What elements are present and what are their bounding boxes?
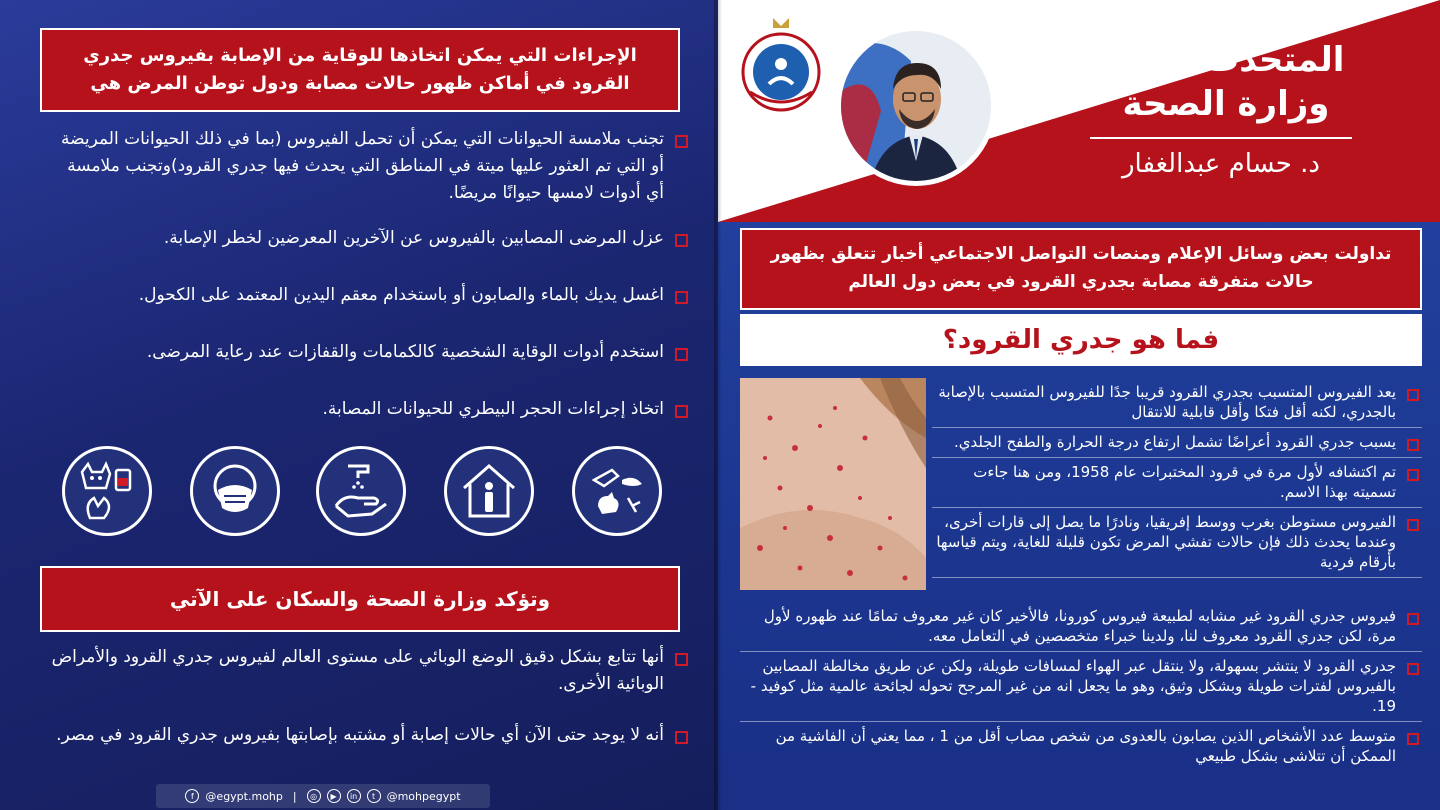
instagram-icon[interactable]: ◎: [307, 789, 321, 803]
spokesperson-name: د. حسام عبدالغفار: [1122, 149, 1320, 179]
prevention-list: [50, 126, 690, 423]
list-item: فيروس جدري القرود غير مشابه لطبيعة فيروس كورونا، فالأخير كان غير معروف تمامًا عند ظهوره لأول مرة، لكن جدري القرود معروف لنا، ولدينا خبراء متخصصين في التعامل معه.: [740, 602, 1422, 652]
list-item: تجنب ملامسة الحيوانات التي يمكن أن تحمل الفيروس (بما في ذلك الحيوانات المريضة أو التي تم العثور عليها ميتة في المناطق التي يحدث فيها جدري القرود)وتجنب ملامسة أي أدوات لامسها حيوانًا مريضًا.: [50, 126, 690, 207]
rash-photo: [740, 378, 926, 590]
prevention-title: الإجراءات التي يمكن اتخاذها للوقاية من الإصابة بفيروس جدري القرود في أماكن ظهور حالات مصابة ودول توطن المرض هي: [40, 28, 680, 112]
ministry-logo: [738, 14, 824, 114]
panel-divider: [714, 0, 722, 810]
list-item: عزل المرضى المصابين بالفيروس عن الآخرين المعرضين لخطر الإصابة.: [50, 225, 690, 252]
list-item: يعد الفيروس المتسبب بجدري القرود قريبا جدًا للفيروس المتسبب بالإصابة بالجدري، لكنه أقل فتكا وأقل قابلية للانتقال: [932, 378, 1422, 428]
list-item: أنها تتابع بشكل دقيق الوضع الوبائي على مستوى العالم لفيروس جدري القرود والأمراض الوبائية الأخرى.: [50, 644, 690, 698]
twitter-icon[interactable]: t: [367, 789, 381, 803]
isolation-house-icon: [444, 446, 534, 536]
social-handle[interactable]: @mohpegypt: [386, 789, 461, 803]
confirm-title: وتؤكد وزارة الصحة والسكان على الآتي: [40, 566, 680, 632]
facts-list: [932, 378, 1422, 578]
social-handle-facebook[interactable]: @egypt.mohp: [205, 789, 283, 803]
hand-washing-icon: [316, 446, 406, 536]
facts-list-wide: [740, 602, 1422, 771]
list-item: جدري القرود لا ينتشر بسهولة، ولا ينتقل عبر الهواء لمسافات طويلة، ولكن عن طريق مخالطة المصابين بالفيروس لفترات طويلة وبشكل وثيق، وهو ما يجعل انه من غير المرجح تحوله لجائحة عالمية مثل كوفيد - 19.: [740, 652, 1422, 722]
list-item: اتخاذ إجراءات الحجر البيطري للحيوانات المصابة.: [50, 396, 690, 423]
list-item: يسبب جدري القرود أعراضًا تشمل ارتفاع درجة الحرارة والطفح الجلدي.: [932, 428, 1422, 458]
list-item: اغسل يديك بالماء والصابون أو باستخدام معقم اليدين المعتمد على الكحول.: [50, 282, 690, 309]
header-title: المتحدث باسم وزارة الصحة: [1107, 40, 1345, 124]
animals-contact-icon: [572, 446, 662, 536]
facebook-icon[interactable]: f: [185, 789, 199, 803]
header-divider: [1090, 137, 1352, 139]
social-bar: f @egypt.mohp | ◎ ▶ in t @mohpegypt: [156, 784, 490, 808]
linkedin-icon[interactable]: in: [347, 789, 361, 803]
list-item: تم اكتشافه لأول مرة في قرود المختبرات عام 1958، ومن هنا جاءت تسميته بهذا الاسم.: [932, 458, 1422, 508]
list-item: استخدم أدوات الوقاية الشخصية كالكمامات والقفازات عند رعاية المرضى.: [50, 339, 690, 366]
news-box: تداولت بعض وسائل الإعلام ومنصات التواصل الاجتماعي أخبار تتعلق بظهور حالات متفرقة مصابة بجدري القرود في بعض دول العالم: [740, 228, 1422, 310]
list-item: أنه لا يوجد حتى الآن أي حالات إصابة أو مشتبه بإصابتها بفيروس جدري القرود في مصر.: [50, 722, 690, 749]
youtube-icon[interactable]: ▶: [327, 789, 341, 803]
spokesperson-photo: [836, 26, 996, 186]
face-mask-icon: [190, 446, 280, 536]
confirm-list: [50, 644, 690, 749]
list-item: متوسط عدد الأشخاص الذين يصابون بالعدوى من شخص مصاب أقل من 1 ، مما يعني أن الفاشية من الممكن أن تتلاشى بشكل طبيعي: [740, 722, 1422, 771]
question-heading: فما هو جدري القرود؟: [740, 314, 1422, 366]
list-item: الفيروس مستوطن بغرب ووسط إفريقيا، ونادرًا ما يصل إلى قارات أخرى، وعندما يحدث ذلك فإن حالات تفشي المرض تكون قليلة للغاية، ويتم قياسها بأرقام فردية: [932, 508, 1422, 578]
veterinary-icon: [62, 446, 152, 536]
